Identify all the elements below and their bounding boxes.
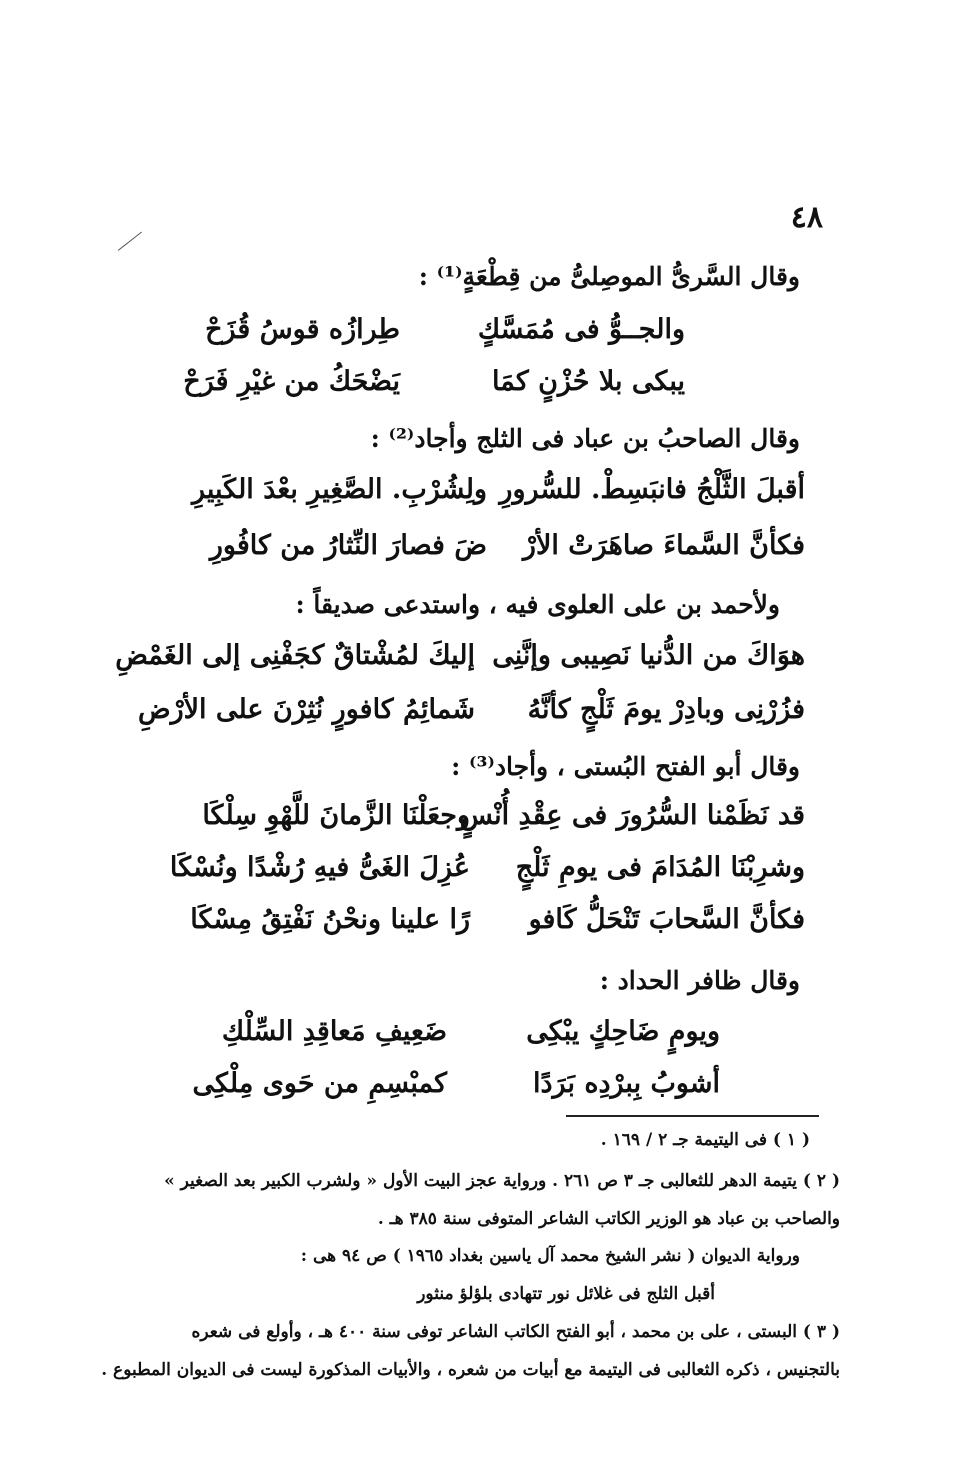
verse-1-2 bbox=[0, 366, 975, 406]
intro-line-4: وقال أبو الفتح البُستى ، وأجاد⁽³⁾ : bbox=[451, 752, 800, 781]
verse-2-2 bbox=[0, 530, 975, 570]
verse-5-2-first-hemistich: أشوبُ بِبرْدِه بَرَدًا bbox=[533, 1068, 720, 1099]
footnote-2: ( ٢ ) يتيمة الدهر للثعالبى جـ ٣ ص ٢٦١ . ورواية عجز البيت الأول « ولشرب الكبير بعد الصغير » bbox=[164, 1171, 840, 1191]
verse-5-1-first-hemistich: ويومٍ ضَاحِكٍ يبْكِى bbox=[526, 1016, 720, 1047]
verse-4-3 bbox=[0, 904, 975, 944]
verse-5-1-second-hemistich: ضَعِيفِ مَعاقِدِ السِّلْكِ bbox=[221, 1016, 447, 1047]
verse-2-1-first-hemistich: أقبلَ الثَّلْجُ فانبَسِطْ. للسُّرورِ bbox=[499, 474, 805, 505]
verse-2-1 bbox=[0, 474, 975, 514]
verse-1-1 bbox=[0, 314, 975, 354]
verse-1-2-first-hemistich: يبكى بلا حُزْنٍ كمَا bbox=[491, 366, 685, 397]
verse-3-1-second-hemistich: إليكَ لمُشْتاقٌ كجَفْنِى إلى الغَمْضِ bbox=[115, 640, 475, 671]
intro-line-3: ولأحمد بن على العلوى فيه ، واستدعى صديقاً : bbox=[295, 590, 780, 619]
verse-5-2-second-hemistich: كمبْسِمِ من حَوى مِلْكِى bbox=[192, 1068, 447, 1099]
verse-5-2 bbox=[0, 1068, 975, 1108]
margin-pencil-mark bbox=[118, 232, 142, 251]
footnote-2-continuation: والصاحب بن عباد هو الوزير الكاتب الشاعر المتوفى سنة ٣٨٥ هـ . bbox=[377, 1209, 840, 1229]
verse-4-1-second-hemistich: وجعَلْنَا الزَّمانَ للَّهْوِ سِلْكَا bbox=[202, 800, 470, 831]
verse-4-2-second-hemistich: عُزِلَ الغَىُّ فيهِ رُشْدًا ونُسْكَا bbox=[169, 852, 470, 883]
verse-1-1-first-hemistich: والجــوُّ فى مُمَسَّكٍ bbox=[477, 314, 685, 345]
verse-3-1 bbox=[0, 640, 975, 680]
page-number: ٤٨ bbox=[790, 200, 823, 235]
verse-4-1-first-hemistich: قد نَظَمْنا السُّرُورَ فى عِقْدِ أُنْسٍ bbox=[459, 800, 805, 831]
verse-4-3-second-hemistich: رًا علينا ونحْنُ نَفْتِقُ مِسْكَا bbox=[190, 904, 470, 935]
verse-3-2-first-hemistich: فزُرْنِى وبادِرْ يومَ ثَلْجٍ كأنَّهُ bbox=[527, 694, 805, 725]
verse-1-1-second-hemistich: طِرازُه قوسُ قُزَحْ bbox=[205, 314, 400, 345]
footnote-1: ( ١ ) فى اليتيمة جـ ٢ / ١٦٩ . bbox=[600, 1130, 810, 1150]
verse-2-1-second-hemistich: ولِشُرْبِ. الصَّغِيرِ بعْدَ الكَبِيرِ bbox=[191, 474, 487, 505]
verse-4-2-first-hemistich: وشرِبْنَا المُدَامَ فى يومِ ثَلْجٍ bbox=[515, 852, 805, 883]
verse-3-1-first-hemistich: هوَاكَ من الدُّنيا نَصِيبى وإنَّنِى bbox=[492, 640, 805, 671]
footnote-2-quoted-verse: أقبل الثلج فى غلائل نور تتهادى بلؤلؤ منثور bbox=[417, 1284, 715, 1304]
footnote-separator bbox=[566, 1115, 819, 1117]
intro-line-5: وقال ظافر الحداد : bbox=[599, 966, 800, 995]
footnote-3-continuation: بالتجنيس ، ذكره الثعالبى فى اليتيمة مع أبيات من شعره ، والأبيات المذكورة ليست فى الديوان المطبوع . bbox=[101, 1360, 840, 1380]
verse-4-2 bbox=[0, 852, 975, 892]
verse-3-2-second-hemistich: شَمائِمُ كافورٍ نُثِرْنَ على الأرْضِ bbox=[137, 694, 475, 725]
verse-5-1 bbox=[0, 1016, 975, 1056]
intro-line-1: وقال السَّرىُّ الموصِلىُّ من قِطْعَةٍ⁽¹⁾ : bbox=[418, 262, 800, 291]
verse-3-2 bbox=[0, 694, 975, 734]
intro-line-2: وقال الصاحبُ بن عباد فى الثلج وأجاد⁽²⁾ : bbox=[370, 424, 800, 453]
verse-2-2-second-hemistich: ضَ فصارَ النِّثارُ من كافُورِ bbox=[209, 530, 487, 561]
verse-4-1 bbox=[0, 800, 975, 840]
verse-1-2-second-hemistich: يَضْحَكُ من غيْرِ فَرَحْ bbox=[183, 366, 400, 397]
footnote-2-diwan-reading: ورواية الديوان ( نشر الشيخ محمد آل ياسين بغداد ١٩٦٥ ) ص ٩٤ هى : bbox=[300, 1246, 800, 1266]
verse-2-2-first-hemistich: فكأنَّ السَّماءَ صاهَرَتْ الأرْ bbox=[522, 530, 805, 561]
footnote-3: ( ٣ ) البستى ، على بن محمد ، أبو الفتح الكاتب الشاعر توفى سنة ٤٠٠ هـ ، وأولع فى شعره bbox=[191, 1322, 840, 1342]
verse-4-3-first-hemistich: فكأنَّ السَّحابَ تَنْحَلُّ كَافو bbox=[528, 904, 805, 935]
